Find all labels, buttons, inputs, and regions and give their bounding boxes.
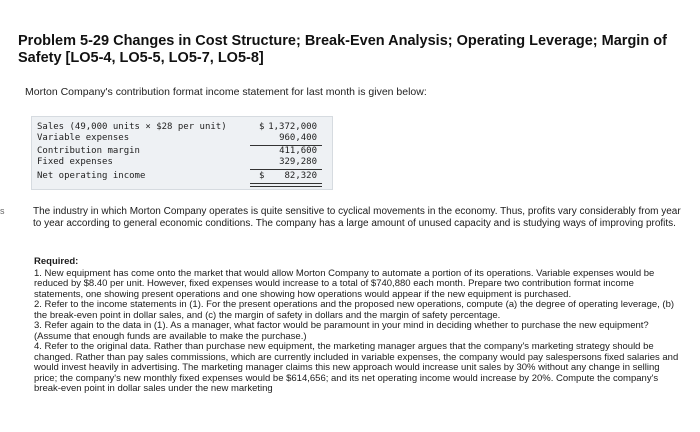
context-paragraph: The industry in which Morton Company operates is quite sensitive to cyclical movements in the economy. Thus, profits vary considerably from year to year according to general economic conditions. The company has a large amount of unused capacity and is studying ways of improving profits. [33,206,681,229]
income-statement [31,116,333,190]
dollar-sign: $ [259,122,265,132]
row-label: Contribution margin [37,146,140,156]
required-item-3: 3. Refer again to the data in (1). As a manager, what factor would be paramount in your mind in deciding whether to purchase the new equipment? (Assume that enough funds are available to make the purchase.) [34,320,649,342]
required-item-4: 4. Refer to the original data. Rather than purchase new equipment, the marketing manager argues that the company's marketing strategy should be changed. Rather than pay sales commissions, which are currently included in variable expenses, the company would pay salespersons fixed salaries and would invest heavily in advertising. The marketing manager claims this new approach would increase unit sales by 30% without any change in selling price; the company's new monthly fixed expenses would be $614,656; and its net operating income would increase by 20%. Compute the company's break-even point in dollar sales under the new marketing [34,341,679,394]
statement-row-contribution [37,146,327,157]
statement-row-sales [37,122,327,133]
required-item-1: 1. New equipment has come onto the market that would allow Morton Company to automate a portion of its operations. Variable expenses would be reduced by $8.40 per unit. However, fixed expenses would increase to a total of $740,880 each month. Prepare two contribution format income statements, one showing present operations and one showing how operations would appear if the new equipment is purchased. [34,267,655,300]
row-amount: 411,600 [279,146,317,156]
row-label: Variable expenses [37,133,130,143]
total-double-rule [250,183,322,187]
row-amount: 82,320 [284,171,317,181]
statement-row-variable [37,133,327,144]
row-amount: 329,280 [279,157,317,167]
row-label: Sales (49,000 units × $28 per unit) [37,122,227,132]
row-amount: 1,372,000 [268,122,317,132]
row-label: Fixed expenses [37,157,113,167]
statement-row-fixed [37,157,327,168]
required-section [34,257,682,395]
dollar-sign: $ [259,171,265,181]
statement-row-net-income [37,171,327,182]
required-heading: Required: [34,256,79,267]
row-amount: 960,400 [279,133,317,143]
problem-title: Problem 5-29 Changes in Cost Structure; Break-Even Analysis; Operating Leverage; Margin of Safety [LO5-4, LO5-5, LO5-7, LO5-8] [18,33,667,66]
subtotal-rule [250,169,322,170]
row-label: Net operating income [37,171,146,181]
intro-text: Morton Company's contribution format income statement for last month is given below: [25,86,427,98]
side-marker: s [0,206,5,216]
required-item-2: 2. Refer to the income statements in (1). For the present operations and the proposed new operations, compute (a) the degree of operating leverage, (b) the break-even point in dollar sales, and (c) the margin of safety in dollars and the margin of safety percentage. [34,299,675,321]
